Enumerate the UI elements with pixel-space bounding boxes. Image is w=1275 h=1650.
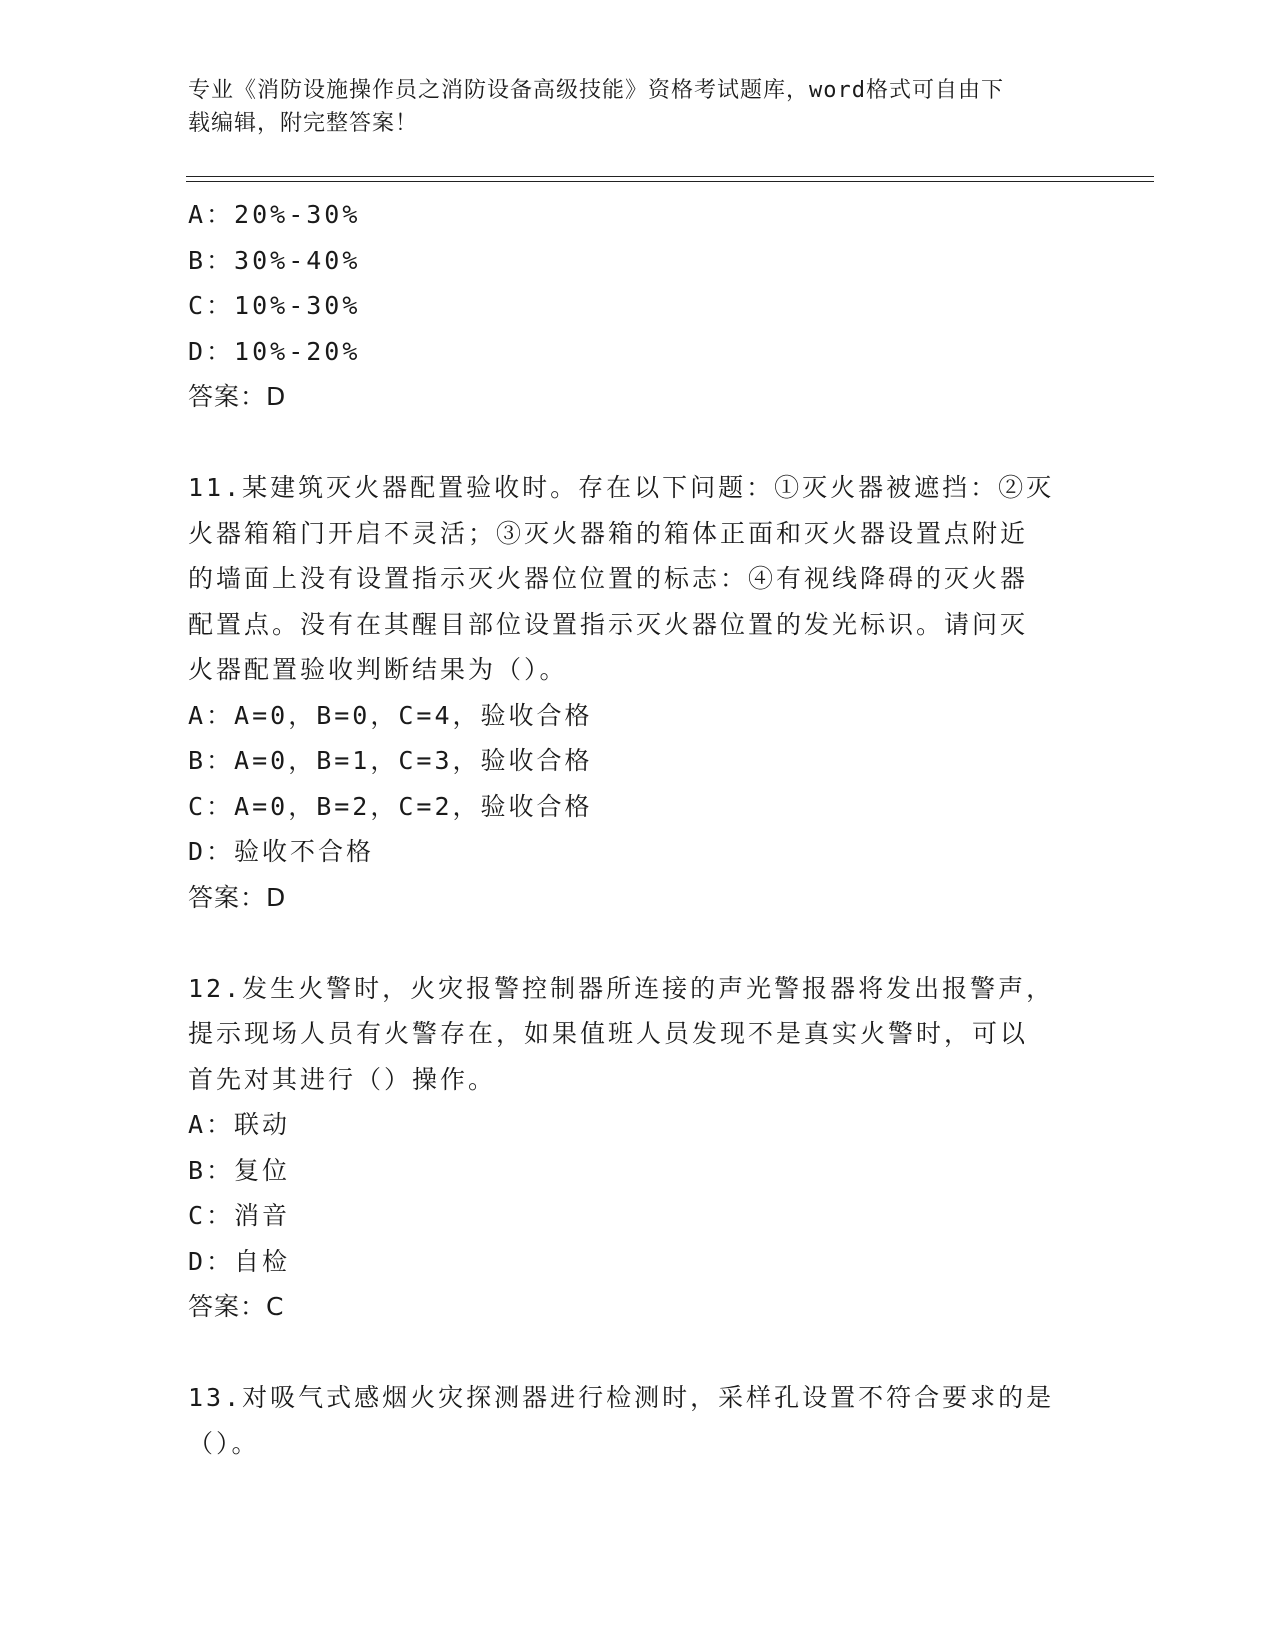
question-text-line: 12.发生火警时，火灾报警控制器所连接的声光警报器将发出报警声，: [188, 973, 1055, 1003]
answer-line: 答案：C: [188, 1292, 285, 1321]
option-b: B：30%-40%: [188, 245, 361, 275]
option-a: A：20%-30%: [188, 200, 361, 229]
option-a: A：A=0，B=0，C=4，验收合格: [188, 700, 593, 730]
header-rule-bottom: [186, 181, 1154, 182]
question-text-line: 火器箱箱门开启不灵活；③灭火器箱的箱体正面和灭火器设置点附近: [188, 518, 1029, 548]
option-c: C：A=0，B=2，C=2，验收合格: [188, 791, 593, 821]
option-b: B：复位: [188, 1155, 291, 1185]
question-11: [188, 465, 1068, 920]
question-12: [188, 966, 1068, 1330]
question-text-line: 的墙面上没有设置指示灭火器位位置的标志：④有视线降碍的灭火器: [188, 564, 1029, 593]
option-d: D：自检: [188, 1246, 291, 1276]
option-d: D：验收不合格: [188, 837, 375, 866]
option-c: C：10%-30%: [188, 291, 361, 320]
spacer: [188, 420, 1068, 466]
spacer: [188, 1330, 1068, 1376]
question-10-tail: [188, 192, 1068, 420]
header-rule-top: [186, 176, 1154, 177]
option-a: A：联动: [188, 1110, 291, 1139]
question-text-line: （）。: [188, 1428, 260, 1458]
header-line-1: 专业《消防设施操作员之消防设备高级技能》资格考试题库，word格式可自由下: [188, 78, 1004, 103]
question-text-line: 配置点。没有在其醒目部位设置指示灭火器位置的发光标识。请问灭: [188, 609, 1029, 639]
header-line-2: 载编辑，附完整答案！: [188, 111, 419, 136]
document-header: [188, 74, 1068, 140]
question-text-line: 11.某建筑灭火器配置验收时。存在以下问题：①灭火器被遮挡：②灭: [188, 473, 1055, 502]
question-text-line: 提示现场人员有火警存在，如果值班人员发现不是真实火警时，可以: [188, 1019, 1029, 1048]
question-13: [188, 1375, 1068, 1466]
option-b: B：A=0，B=1，C=3，验收合格: [188, 746, 593, 775]
answer-line: 答案：D: [188, 382, 287, 411]
question-text-line: 火器配置验收判断结果为（）。: [188, 655, 568, 684]
option-d: D：10%-20%: [188, 336, 361, 366]
question-content: [188, 192, 1068, 1466]
spacer: [188, 920, 1068, 966]
question-text-line: 13.对吸气式感烟火灾探测器进行检测时，采样孔设置不符合要求的是: [188, 1383, 1055, 1412]
answer-line: 答案：D: [188, 882, 287, 912]
option-c: C：消音: [188, 1201, 291, 1230]
question-text-line: 首先对其进行（）操作。: [188, 1064, 497, 1094]
